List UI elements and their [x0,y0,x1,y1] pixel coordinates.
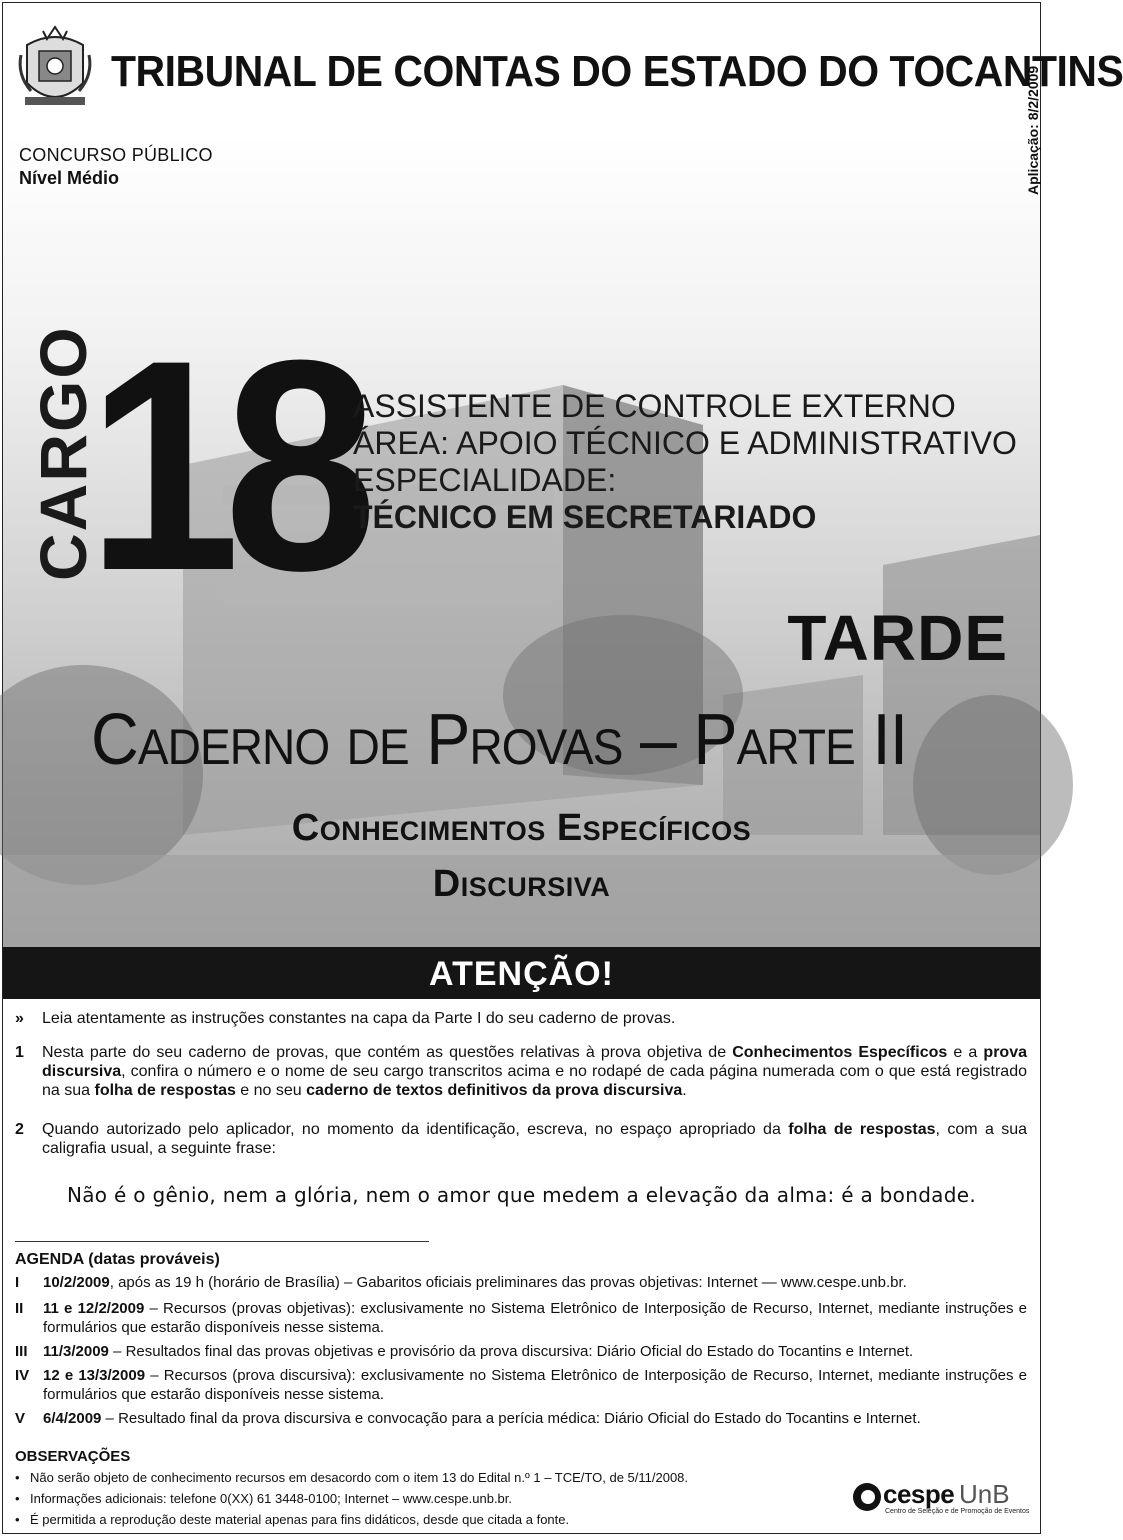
instruction-text-part: Nesta parte do seu caderno de provas, que contém as questões relativas à prova objetiva de [42,1044,733,1061]
logo-suffix: UnB [959,1479,1010,1509]
exam-shift: TARDE [787,602,1008,674]
agenda-description: – Resultados final das provas objetivas e provisório da prova discursiva: Diário Oficial do Estado do Tocantins e Internet. [108,1343,914,1360]
agenda-title: AGENDA (datas prováveis) [15,1251,220,1268]
cespe-logo [853,1479,1030,1521]
instruction-text [42,1009,1027,1028]
instruction-text [42,1043,1027,1100]
agenda-description: – Recursos (prova discursiva): exclusivamente no Sistema Eletrônico de Interposição de Recurso, Internet, mediante instruções e formulários que estarão disponíveis nesse sistema. [43,1367,1028,1403]
instruction-text-part: . [682,1082,687,1099]
divider [15,1241,429,1242]
agenda-number: V [15,1410,26,1427]
cargo-description [353,388,1017,536]
instruction-marker: 2 [15,1121,24,1138]
booklet-title: Caderno de Provas – Parte II [91,700,908,780]
cargo-label: CARGO [26,325,100,581]
bullet-icon: • [15,1491,20,1506]
agenda-text [43,1342,1027,1361]
instruction-text-part: folha de respostas [788,1121,936,1138]
cespe-logo-mark-icon [853,1483,881,1511]
agenda-number: II [15,1300,24,1317]
agenda-number: IV [15,1367,30,1384]
agenda-text [43,1409,1027,1428]
instruction-text-part: Quando autorizado pelo aplicador, no momento da identificação, escreva, no espaço apropriado da [42,1121,789,1138]
exam-cover-page [2,2,1123,1534]
instruction-item [15,1009,1027,1028]
cargo-line: ASSISTENTE DE CONTROLE EXTERNO [353,388,956,424]
observation-text: Não serão objeto de conhecimento recursos em desacordo com o item 13 do Edital n.º 1 – TCE/TO, de 5/11/2008. [30,1470,689,1485]
agenda-item [15,1299,1027,1337]
logo-name: cespe [883,1479,955,1509]
institution-title: TRIBUNAL DE CONTAS DO ESTADO DO TOCANTINS [111,47,1123,96]
agenda-number: III [15,1343,28,1360]
agenda-item [15,1273,1027,1292]
agenda-number: I [15,1274,20,1291]
logo-tagline: Centro de Seleção e de Promoção de Eventos [885,1508,1030,1515]
instruction-marker: 1 [15,1044,24,1061]
agenda-description: – Resultado final da prova discursiva e convocação para a perícia médica: Diário Oficial do Estado do Tocantins e Internet. [101,1410,921,1427]
agenda-description: – Recursos (provas objetivas): exclusivamente no Sistema Eletrônico de Interposição de Recurso, Internet, mediante instruções e formulários que estarão disponíveis nesse sistema. [43,1300,1028,1336]
agenda-date: 11/3/2009 [43,1343,109,1360]
observations-title: OBSERVAÇÕES [15,1448,131,1465]
instruction-text-part: prova discursiva [42,1044,1027,1080]
bullet-icon: • [15,1512,20,1527]
instruction-text-part: caderno de textos definitivos da prova discursiva [306,1082,683,1099]
instruction-text-part: e no seu [235,1082,307,1099]
observation-text: É permitida a reprodução deste material apenas para fins didáticos, desde que citada a fonte. [30,1512,570,1527]
observation-item [15,1511,569,1528]
header [3,3,1123,135]
observation-text: Informações adicionais: telefone 0(XX) 61 3448-0100; Internet – www.cespe.unb.br. [30,1491,513,1506]
application-date: Aplicação: 8/2/2009 [1025,65,1041,195]
booklet-subtitle-2: Discursiva [432,863,611,905]
cargo-number: 18 [87,297,361,633]
observation-item [15,1490,512,1507]
instruction-item [15,1120,1027,1158]
instruction-text-part: Conhecimentos Específicos [732,1044,948,1061]
observation-item [15,1469,688,1486]
exam-type: CONCURSO PÚBLICO [19,145,213,165]
instruction-text-part: Leia atentamente as instruções constantes na capa da Parte I do seu caderno de provas. [42,1010,676,1027]
attention-bar: ATENÇÃO! [3,947,1040,999]
agenda-text [43,1273,1027,1292]
agenda-date: 12 e 13/3/2009 [43,1367,146,1384]
agenda-item [15,1366,1027,1404]
instruction-text-part: folha de respostas [94,1082,236,1099]
coat-of-arms-icon [17,25,93,113]
exam-level: Nível Médio [19,168,120,188]
instruction-text-part: e a [947,1044,984,1061]
booklet-subtitle: Conhecimentos Específicos [291,807,752,849]
agenda-date: 10/2/2009 [43,1274,110,1291]
cargo-line: ÁREA: APOIO TÉCNICO E ADMINISTRATIVO [353,425,1017,461]
cargo-specialty: TÉCNICO EM SECRETARIADO [353,499,817,535]
bullet-icon: • [15,1470,20,1485]
agenda-text [43,1366,1027,1404]
agenda-item [15,1409,1027,1428]
agenda-date: 6/4/2009 [43,1410,102,1427]
instruction-item [15,1043,1027,1100]
cargo-line: ESPECIALIDADE: [353,462,617,498]
instruction-text-part: , com a sua caligrafia usual, a seguinte frase: [42,1121,1028,1157]
instruction-marker: » [15,1010,24,1027]
agenda-text [43,1299,1027,1337]
agenda-item [15,1342,1027,1361]
instruction-text-part: , confira o número e o nome de seu cargo transcritos acima e no rodapé de cada página numerada com o que está registrado na sua [42,1063,1027,1099]
instruction-text [42,1120,1027,1158]
handwriting-phrase: Não é o gênio, nem a glória, nem o amor que medem a elevação da alma: é a bondade. [66,1183,976,1207]
agenda-description: , após as 19 h (horário de Brasília) – Gabaritos oficiais preliminares das provas objetivas: Internet — www.cespe.unb.br. [109,1274,907,1291]
agenda-date: 11 e 12/2/2009 [43,1300,145,1317]
